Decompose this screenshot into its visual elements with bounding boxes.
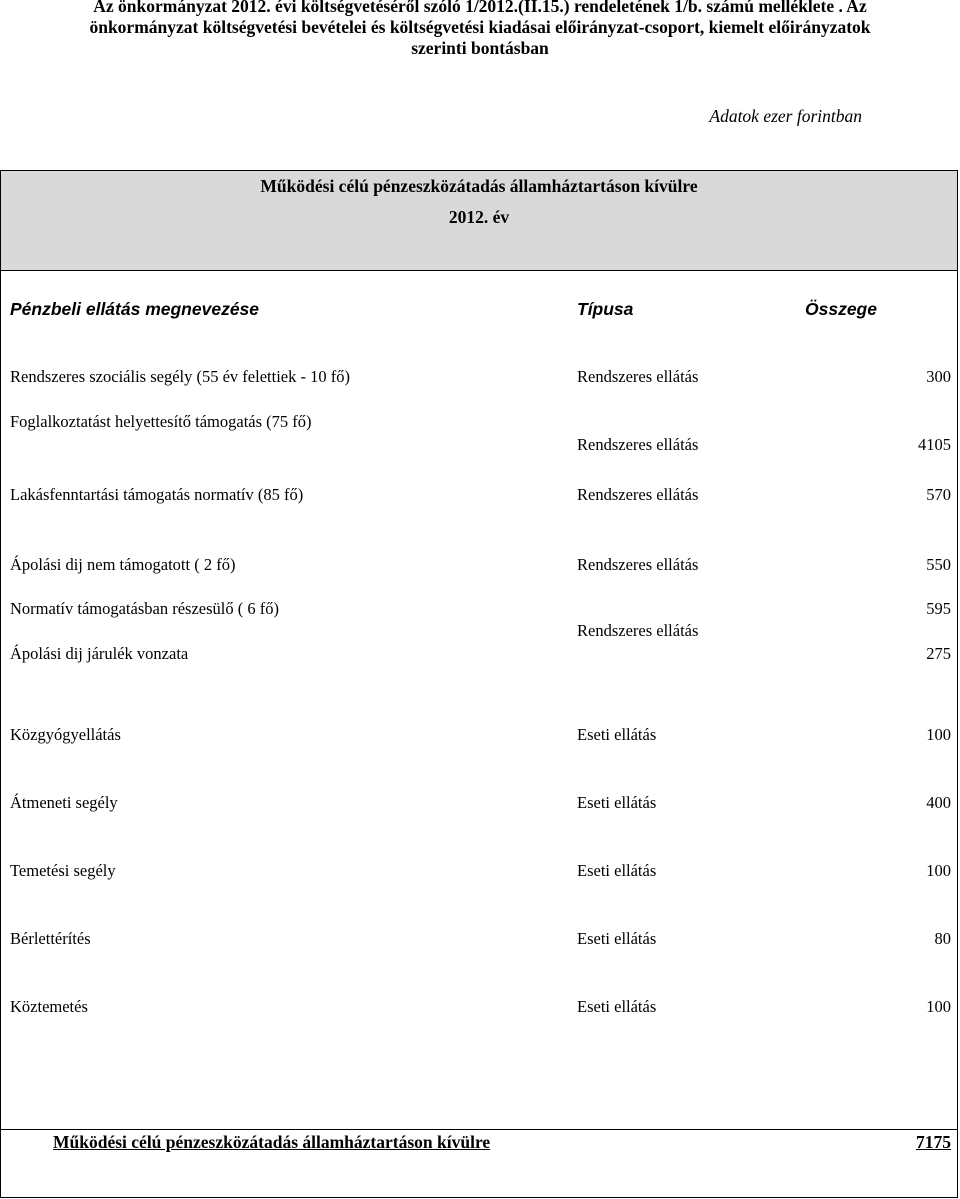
- section-header: [1, 171, 957, 271]
- row-name: Temetési segély: [10, 861, 116, 880]
- row-name: Átmeneti segély: [10, 793, 118, 812]
- total-row: [1, 1129, 957, 1199]
- budget-table: [0, 170, 958, 1198]
- row-type: Eseti ellátás: [577, 997, 657, 1016]
- row-name: Foglalkoztatást helyettesítő támogatás (75 fő): [10, 412, 312, 431]
- row-type: Rendszeres ellátás: [577, 367, 699, 386]
- row-amount: 4105: [918, 435, 951, 454]
- row-name: Ápolási dij járulék vonzata: [10, 644, 189, 663]
- row-name: Rendszeres szociális segély (55 év felettiek - 10 fő): [10, 367, 350, 386]
- row-name: Ápolási dij nem támogatott ( 2 fő): [10, 555, 236, 574]
- row-type: Rendszeres ellátás: [577, 485, 699, 504]
- row-amount: 80: [934, 929, 951, 948]
- unit-note: Adatok ezer forintban: [709, 106, 862, 126]
- row-name: Köztemetés: [10, 997, 88, 1016]
- title-line-2: önkormányzat költségvetési bevételei és költségvetési kiadásai előirányzat-csoport, kiemelt előirányzatok: [89, 17, 871, 37]
- row-type: Rendszeres ellátás: [577, 555, 699, 574]
- row-amount: 100: [926, 997, 951, 1016]
- document-title: [0, 0, 960, 59]
- row-type: Eseti ellátás: [577, 793, 657, 812]
- column-header-type: Típusa: [577, 299, 634, 319]
- row-name: Bérlettérítés: [10, 929, 91, 948]
- row-amount: 100: [926, 861, 951, 880]
- row-amount: 275: [926, 644, 951, 663]
- row-name: Közgyógyellátás: [10, 725, 121, 744]
- column-header-name: Pénzbeli ellátás megnevezése: [10, 299, 260, 319]
- title-line-1: Az önkormányzat 2012. évi költségvetéséről szóló 1/2012.(II.15.) rendeletének 1/b. számú melléklete . Az: [93, 0, 867, 16]
- row-type: Eseti ellátás: [577, 725, 657, 744]
- row-amount: 400: [926, 793, 951, 812]
- section-year: 2012. év: [448, 207, 510, 227]
- row-amount: 570: [926, 485, 951, 504]
- row-name: Normatív támogatásban részesülő ( 6 fő): [10, 599, 279, 618]
- total-label: Működési célú pénzeszközátadás államháztartáson kívülre: [53, 1132, 491, 1152]
- row-name: Lakásfenntartási támogatás normatív (85 fő): [10, 485, 304, 504]
- row-type: Rendszeres ellátás: [577, 621, 699, 640]
- total-value: 7175: [916, 1132, 951, 1152]
- row-amount: 100: [926, 725, 951, 744]
- row-type: Eseti ellátás: [577, 861, 657, 880]
- row-amount: 300: [926, 367, 951, 386]
- section-title: Működési célú pénzeszközátadás államháztartáson kívülre: [260, 176, 698, 196]
- column-header-amount: Összege: [805, 299, 877, 319]
- row-amount: 595: [926, 599, 951, 618]
- row-type: Rendszeres ellátás: [577, 435, 699, 454]
- title-line-3: szerinti bontásban: [411, 38, 549, 58]
- row-amount: 550: [926, 555, 951, 574]
- row-type: Eseti ellátás: [577, 929, 657, 948]
